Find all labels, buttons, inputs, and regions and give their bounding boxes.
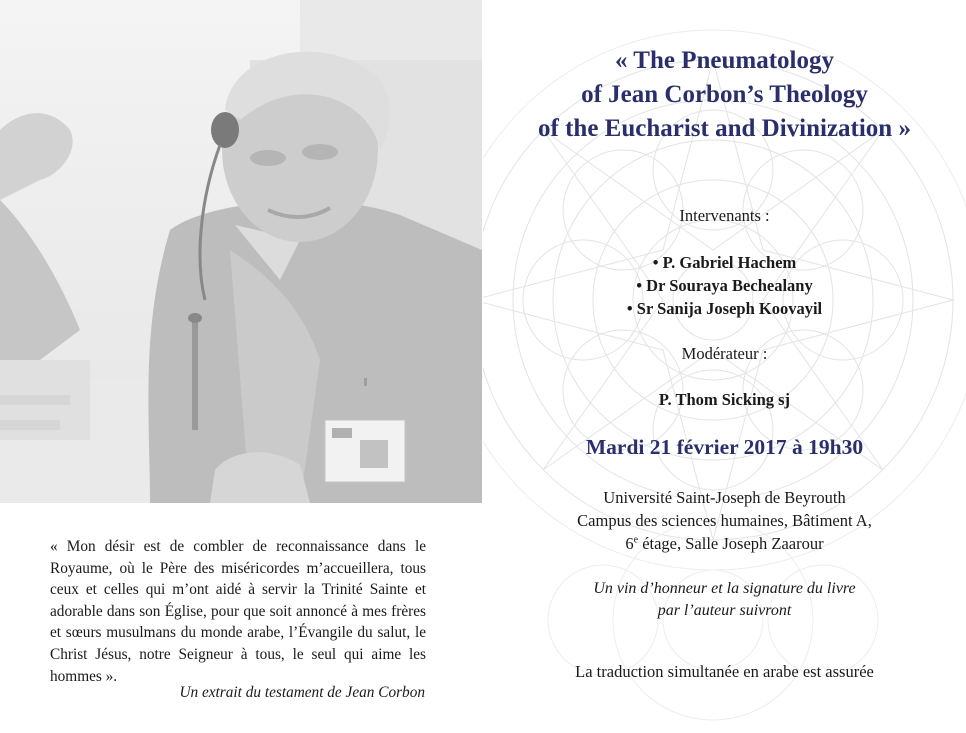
title-line-2: of Jean Corbon’s Theology	[581, 81, 868, 108]
speaker-item: • Dr Souraya Bechealany	[636, 276, 813, 295]
venue-line-3	[483, 532, 966, 556]
title-line-3: of the Eucharist and Divinization »	[538, 115, 911, 142]
venue-floor-number: 6	[625, 534, 634, 553]
venue-floor-rest: étage, Salle Joseph Zaarour	[638, 534, 824, 553]
speakers-label: Intervenants :	[679, 206, 770, 225]
venue-line-2: Campus des sciences humaines, Bâtiment A,	[577, 511, 872, 530]
testament-quote: « Mon désir est de combler de reconnaissance dans le Royaume, où le Père des miséricordes m’accueillera, tous ceux et celles qui m’ont aidé à servir la Trinité Sainte et adorable dans son Église, pour que soit annoncé à mes frères et sœurs musulmans du monde arabe, l’Évangile du salut, le Christ Jésus, notre Seigneur à tous, le seul qui aime les hommes ».	[50, 538, 426, 685]
speaker-item: • P. Gabriel Hachem	[652, 253, 797, 272]
event-date: Mardi 21 février 2017 à 19h30	[585, 435, 864, 459]
venue-line-1: Université Saint-Joseph de Beyrouth	[603, 488, 846, 507]
translation-note: La traduction simultanée en arabe est assurée	[575, 662, 874, 681]
speaker-item: • Sr Sanija Joseph Koovayil	[626, 299, 823, 318]
event-details-panel	[483, 0, 966, 733]
reception-line-1: Un vin d’honneur et la signature du livre	[593, 580, 856, 597]
moderator-label: Modérateur :	[681, 344, 768, 363]
speaker-photo	[0, 0, 482, 503]
lecture-title	[483, 44, 966, 146]
venue-floor-suffix: e	[633, 534, 639, 546]
moderator-name: P. Thom Sicking sj	[658, 390, 791, 409]
reception-line-2: par l’auteur suivront	[657, 602, 792, 619]
title-line-1: « The Pneumatology	[615, 47, 834, 74]
quote-source: Un extrait du testament de Jean Corbon	[179, 684, 425, 701]
photo-illustration	[0, 0, 482, 503]
